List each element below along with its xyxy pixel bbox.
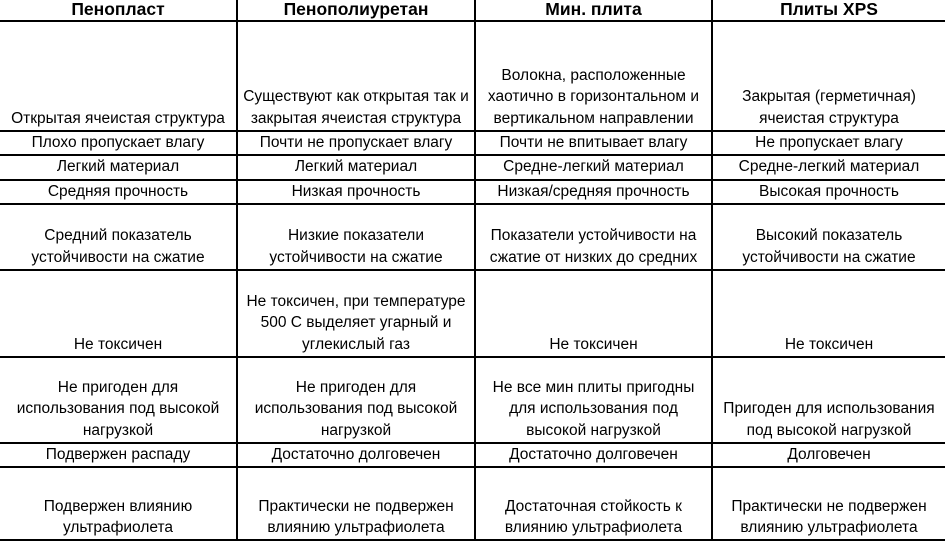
table-row: [0, 131, 945, 155]
table-row: [0, 155, 945, 179]
table-cell: Подвержен распаду: [0, 443, 237, 467]
table-cell: Не токсичен: [0, 270, 237, 357]
table-cell: Достаточно долговечен: [237, 443, 475, 467]
table-cell: Не пригоден для использования под высокой нагрузкой: [237, 357, 475, 443]
header-cell: Пенопласт: [0, 0, 237, 21]
table-cell: Не токсичен: [712, 270, 945, 357]
table-cell: Почти не пропускает влагу: [237, 131, 475, 155]
table-row: [0, 443, 945, 467]
table-cell: Средняя прочность: [0, 180, 237, 204]
table-cell: Пригоден для использования под высокой нагрузкой: [712, 357, 945, 443]
table-cell: Открытая ячеистая структура: [0, 21, 237, 131]
table-cell: Плохо пропускает влагу: [0, 131, 237, 155]
table-cell: Не все мин плиты пригодны для использования под высокой нагрузкой: [475, 357, 712, 443]
table-cell: Средне-легкий материал: [712, 155, 945, 179]
table-cell: Легкий материал: [237, 155, 475, 179]
table-row: [0, 180, 945, 204]
table-cell: Низкая прочность: [237, 180, 475, 204]
table-cell: Высокий показатель устойчивости на сжатие: [712, 204, 945, 270]
header-cell: Мин. плита: [475, 0, 712, 21]
table-cell: Существуют как открытая так и закрытая ячеистая структура: [237, 21, 475, 131]
table-row: [0, 204, 945, 270]
table-cell: Средний показатель устойчивости на сжатие: [0, 204, 237, 270]
table-cell: Достаточная стойкость к влиянию ультрафиолета: [475, 467, 712, 540]
table-cell: Легкий материал: [0, 155, 237, 179]
table-cell: Подвержен влиянию ультрафиолета: [0, 467, 237, 540]
table-cell: Практически не подвержен влиянию ультрафиолета: [237, 467, 475, 540]
table-cell: Долговечен: [712, 443, 945, 467]
table-cell: Показатели устойчивости на сжатие от низких до средних: [475, 204, 712, 270]
table-row: [0, 357, 945, 443]
table-cell: Высокая прочность: [712, 180, 945, 204]
table-cell: Низкие показатели устойчивости на сжатие: [237, 204, 475, 270]
table-cell: Не токсичен, при температуре 500 С выделяет угарный и углекислый газ: [237, 270, 475, 357]
table-cell: Не токсичен: [475, 270, 712, 357]
table-cell: Волокна, расположенные хаотично в горизонтальном и вертикальном направлении: [475, 21, 712, 131]
table-cell: Закрытая (герметичная) ячеистая структура: [712, 21, 945, 131]
table-cell: Практически не подвержен влиянию ультрафиолета: [712, 467, 945, 540]
table-cell: Не пригоден для использования под высокой нагрузкой: [0, 357, 237, 443]
table-cell: Не пропускает влагу: [712, 131, 945, 155]
table-row: [0, 270, 945, 357]
header-cell: Пенополиуретан: [237, 0, 475, 21]
table-row: [0, 21, 945, 131]
table-row: [0, 467, 945, 540]
table-cell: Почти не впитывает влагу: [475, 131, 712, 155]
header-row: [0, 0, 945, 21]
table-cell: Средне-легкий материал: [475, 155, 712, 179]
table-cell: Достаточно долговечен: [475, 443, 712, 467]
table-cell: Низкая/средняя прочность: [475, 180, 712, 204]
header-cell: Плиты XPS: [712, 0, 945, 21]
